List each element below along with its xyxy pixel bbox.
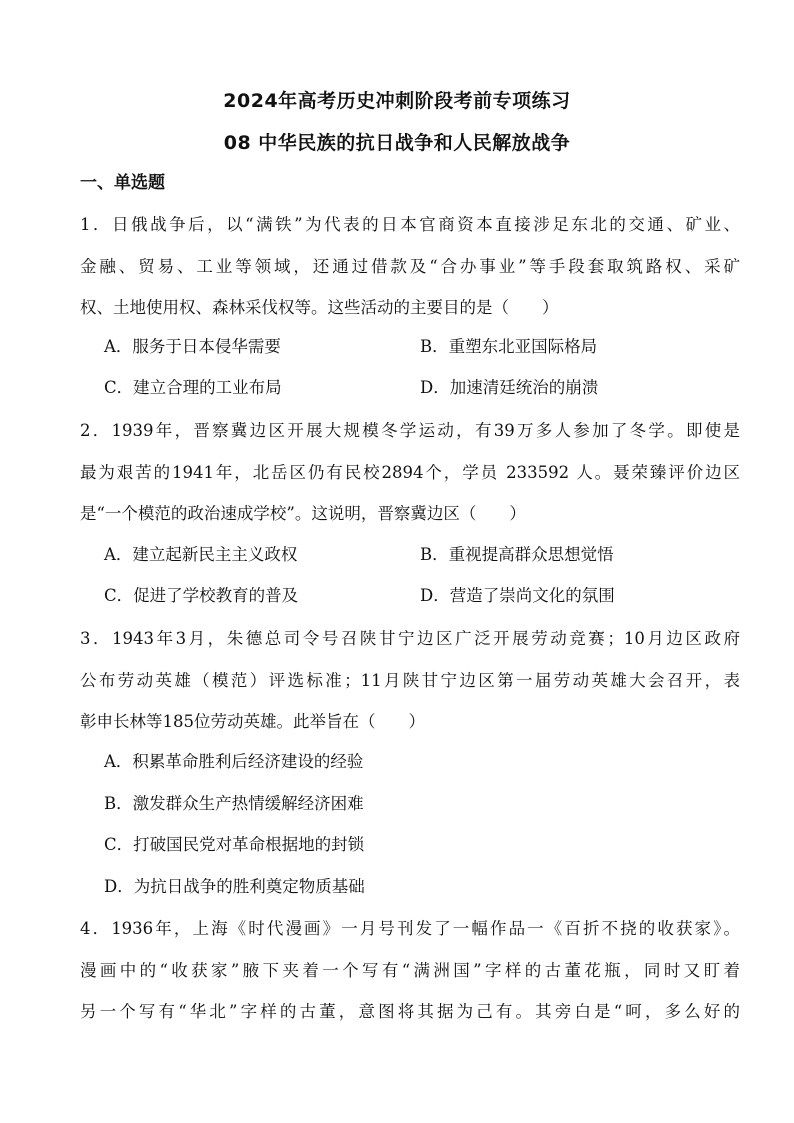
question-2-option-b[interactable]: B．重视提高群众思想觉悟 [420, 545, 614, 564]
question-2-stem [80, 410, 740, 535]
question-3-line-3: 彰申长林等185位劳动英雄。此举旨在（ ） [80, 712, 425, 731]
question-3-line-2: 公布劳动英雄（模范）评选标准；11月陕甘宁边区第一届劳动英雄大会召开，表 [80, 670, 740, 690]
question-1-option-c[interactable]: C．建立合理的工业布局 [104, 378, 282, 397]
question-4-line-1: 4．1936年，上海《时代漫画》一月号刊发了一幅作品一《百折不挠的收获家》。 [80, 919, 740, 938]
question-3-option-d[interactable]: D．为抗日战争的胜利奠定物质基础 [104, 877, 365, 896]
question-2-option-d[interactable]: D．营造了崇尚文化的氛围 [420, 586, 615, 605]
question-3-option-c[interactable]: C．打破国民党对革命根据地的封锁 [104, 835, 365, 854]
question-1-line-2: 金融、贸易、工业等领域，还通过借款及“合办事业”等手段套取筑路权、采矿 [80, 256, 740, 276]
question-2-option-a[interactable]: A．建立起新民主主义政权 [104, 545, 298, 564]
question-1-stem [80, 204, 740, 329]
question-2-option-c[interactable]: C．促进了学校教育的普及 [104, 586, 299, 605]
question-1-option-b[interactable]: B．重塑东北亚国际格局 [420, 337, 598, 356]
document-subtitle: 08 中华民族的抗日战争和人民解放战争 [223, 132, 571, 154]
question-2-line-2: 最为艰苦的1941年，北岳区仍有民校2894个，学员 233592 人。聂荣臻评价边区 [80, 462, 740, 482]
question-1-line-1: 1．日俄战争后，以“满铁”为代表的日本官商资本直接涉足东北的交通、矿业、 [80, 215, 740, 234]
question-2-line-3: 是“一个模范的政治速成学校”。这说明，晋察冀边区（ ） [80, 504, 526, 523]
question-4-stem [80, 908, 740, 1033]
question-3-option-b[interactable]: B．激发群众生产热情缓解经济困难 [104, 794, 364, 813]
question-1-option-a[interactable]: A．服务于日本侵华需要 [104, 337, 281, 356]
question-1-option-d[interactable]: D．加速清廷统治的崩溃 [420, 378, 599, 397]
question-4-line-2: 漫画中的“收获家”腋下夹着一个写有“满洲国”字样的古董花瓶，同时又盯着 [80, 960, 740, 980]
question-3-option-a[interactable]: A．积累革命胜利后经济建设的经验 [104, 752, 364, 771]
question-1-line-3: 权、土地使用权、森林采伐权等。这些活动的主要目的是（ ） [80, 298, 559, 317]
question-3-line-1: 3．1943年3月，朱德总司令号召陕甘宁边区广泛开展劳动竞赛；10月边区政府 [80, 629, 740, 648]
question-4-line-3: 另一个写有“华北”字样的古董，意图将其据为己有。其旁白是“呵，多么好的 [80, 1002, 740, 1021]
question-3-stem [80, 618, 740, 743]
question-2-line-1: 2．1939年，晋察冀边区开展大规模冬学运动，有39万多人参加了冬学。即使是 [80, 421, 740, 440]
section-heading: 一、单选题 [80, 173, 165, 193]
document-title: 2024年高考历史冲刺阶段考前专项练习 [223, 90, 571, 112]
